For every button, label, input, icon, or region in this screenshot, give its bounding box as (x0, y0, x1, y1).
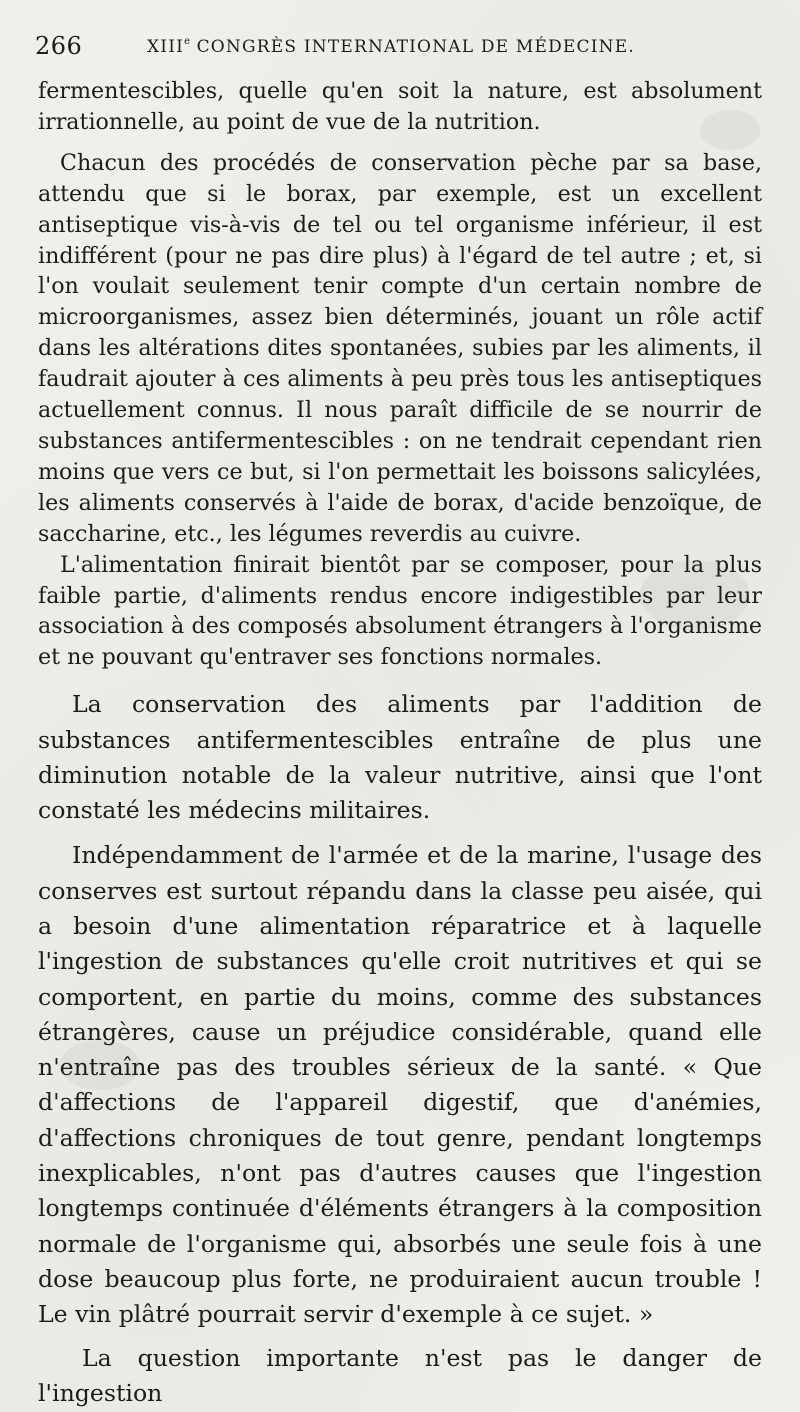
page-number: 266 (35, 32, 83, 60)
paragraph-alimentation: L'alimentation finirait bientôt par se composer, pour la plus faible partie, d'aliments rendus encore indigestibles par leur association à des composés absolument étrangers à l'organisme et ne pouvant qu'entraver ses fonctions normales. (38, 551, 762, 671)
running-head (147, 36, 635, 57)
paragraph-conservation-methods: Chacun des procédés de conservation pèche par sa base, attendu que si le borax, par exemple, est un excellent antiseptique vis-à-vis de tel ou tel organisme inférieur, il est indifférent (pour ne pas dire plus) à l'égard de tel autre ; et, si l'on voulait seulement tenir compte d'un certain nombre de microorganismes, assez bien déterminés, jouant un rôle actif dans les altérations dites spontanées, subies par les aliments, il faudrait ajouter à ces aliments à peu près tous les antiseptiques actuellement connus. Il nous paraît difficile de se nourrir de substances antifermentescibles : on ne tendrait cependant rien moins que vers ce but, si l'on permettait les boissons salicylées, les aliments conservés à l'aide de borax, d'acide benzoïque, de saccharine, etc., les légumes reverdis au cuivre. (38, 149, 762, 547)
running-head-sup: e (184, 36, 190, 47)
paragraph-nutritive-value: La conservation des aliments par l'addition de substances antifermentescibles entraîne de plus une diminution notable de la valeur nutritive, ainsi que l'ont constaté les médecins militaires. (38, 690, 762, 825)
page-header (35, 32, 755, 62)
paragraph-important-question: La question importante n'est pas le danger de l'ingestion (38, 1343, 762, 1407)
running-head-rest: CONGRÈS INTERNATIONAL DE MÉDECINE. (189, 37, 635, 57)
paragraph-army-and-navy: Indépendamment de l'armée et de la marine, l'usage des conserves est surtout répandu dans la classe peu aisée, qui a besoin d'une alimentation réparatrice et à laquelle l'ingestion de substances qu'elle croit nutritives et qui se comportent, en partie du moins, comme des substances étrangères, cause un préjudice considérable, quand elle n'entraîne pas des troubles sérieux de la santé. « Que d'affections de l'appareil digestif, que d'anémies, d'affections chroniques de tout genre, pendant longtemps inexplicables, n'ont pas d'autres causes que l'ingestion longtemps continuée d'éléments étrangers à la composition normale de l'organisme qui, absorbés une seule fois à une dose beaucoup plus forte, ne produiraient aucun trouble ! Le vin plâtré pourrait servir d'exemple à ce sujet. » (38, 841, 762, 1329)
running-head-prefix: XIII (147, 37, 185, 57)
paragraph-continuation: fermentescibles, quelle qu'en soit la nature, est absolument irrationnelle, au point de vue de la nutrition. (38, 78, 762, 135)
body-text (38, 76, 762, 1411)
